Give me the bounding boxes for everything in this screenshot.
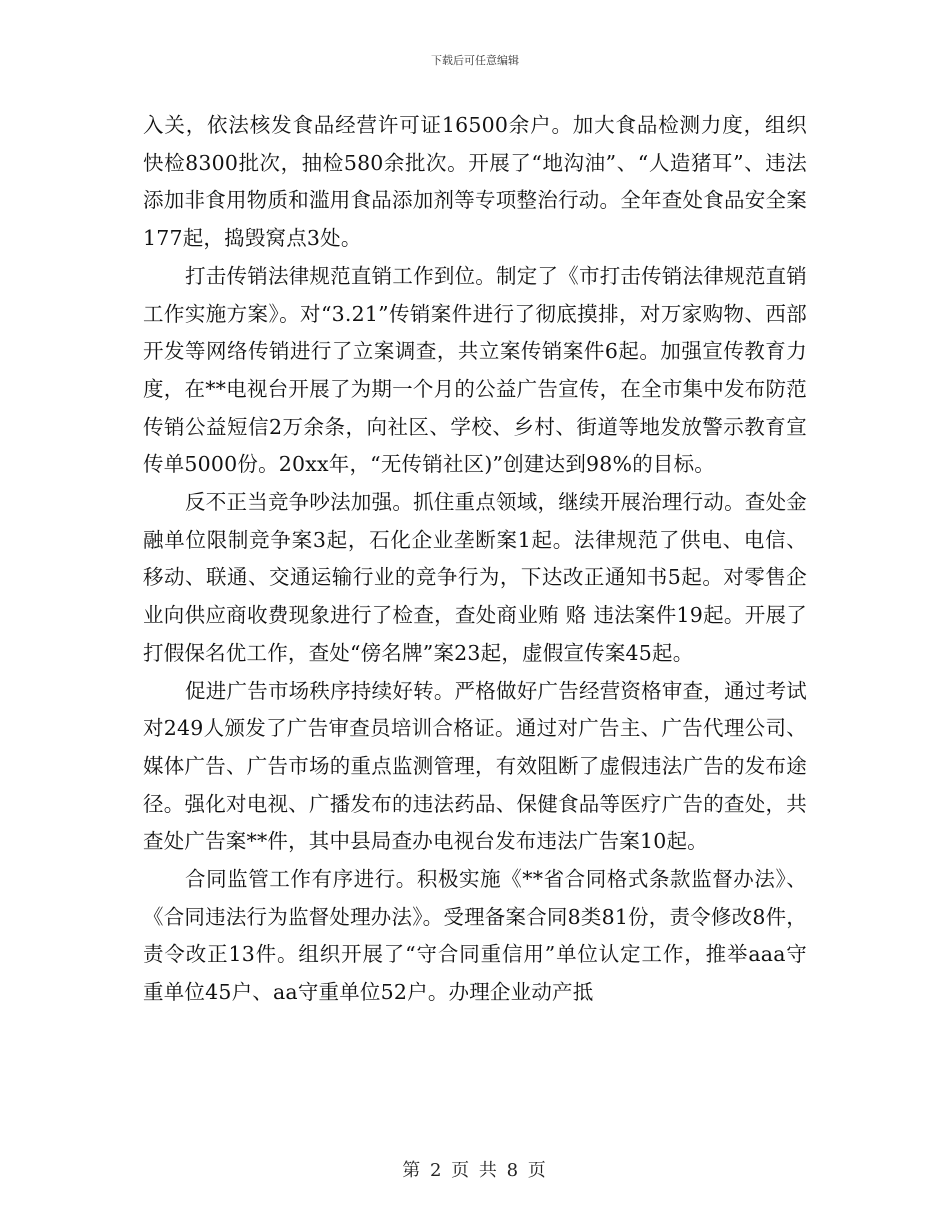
paragraph-food-safety: 入关，依法核发食品经营许可证16500余户。加大食品检测力度，组织快检8300批次，抽检580余批次。开展了“地沟油”、“人造猪耳”、违法添加非食用物质和滥用食品添加剂等专项整治行动。全年查处食品安全案177起，捣毁窝点3处。 [143, 113, 807, 251]
paragraph-contract-supervision: 合同监管工作有序进行。积极实施《**省合同格式条款监督办法》、《合同违法行为监督处理办法》。受理备案合同8类81份，责令修改8件，责令改正13件。组织开展了“守合同重信用”单位认定工作，推举aaa守重单位45户、aa守重单位52户。办理企业动产抵 [143, 867, 807, 1005]
paragraph-anti-unfair-competition: 反不正当竞争吵法加强。抓住重点领域，继续开展治理行动。查处金融单位限制竞争案3起，石化企业垄断案1起。法律规范了供电、电信、移动、联通、交通运输行业的竞争行为，下达改正通知书5起。对零售企业向供应商收费现象进行了检查，查处商业贿 赂 违法案件19起。开展了打假保名优工作，查处“傍名牌”案23起，虚假宣传案45起。 [143, 490, 807, 665]
document-body [143, 107, 807, 1012]
paragraph-anti-pyramid-selling: 打击传销法律规范直销工作到位。制定了《市打击传销法律规范直销工作实施方案》。对“3.21”传销案件进行了彻底摸排，对万家购物、西部开发等网络传销进行了立案调查，共立案传销案件6起。加强宣传教育力度，在**电视台开展了为期一个月的公益广告宣传，在全市集中发布防范传销公益短信2万余条，向社区、学校、乡村、街道等地发放警示教育宣传单5000份。20xx年，“无传销社区)”创建达到98%的目标。 [143, 263, 807, 477]
page-header: 下载后可任意编辑 [431, 54, 519, 67]
paragraph-advertising-market: 促进广告市场秩序持续好转。严格做好广告经营资格审查，通过考试对249人颁发了广告审查员培训合格证。通过对广告主、广告代理公司、媒体广告、广告市场的重点监测管理，有效阻断了虚假违法广告的发布途径。强化对电视、广播发布的违法药品、保健食品等医疗广告的查处，共查处广告案**件，其中县局查办电视台发布违法广告案10起。 [143, 678, 807, 854]
page-number-footer: 第 2 页 共 8 页 [402, 1160, 548, 1181]
